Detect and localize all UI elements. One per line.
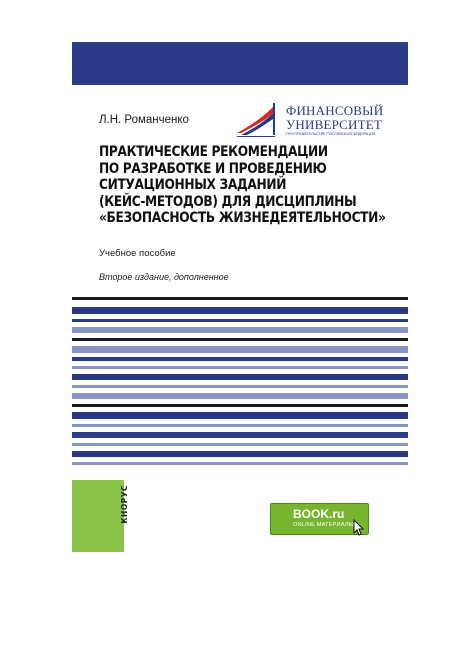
cursor-icon	[353, 519, 367, 537]
logo-line-3: ПРИ ПРАВИТЕЛЬСТВЕ РОССИЙСКОЙ ФЕДЕРАЦИИ	[286, 132, 376, 136]
book-cover	[72, 42, 408, 552]
flag-emblem-icon	[235, 101, 285, 141]
stripe	[72, 385, 408, 388]
stripe	[72, 357, 408, 361]
stripe	[72, 404, 408, 407]
stripe	[72, 443, 408, 446]
stripe	[72, 366, 408, 369]
stripe	[72, 462, 408, 465]
stripe	[72, 319, 408, 322]
stripe	[72, 432, 408, 438]
stripe	[72, 307, 408, 314]
book-subtitle: Учебное пособие	[99, 248, 176, 259]
author-name: Л.Н. Романченко	[99, 114, 189, 126]
logo-line-1: ФИНАНСОВЫЙ	[286, 103, 384, 118]
title-line: ПРАКТИЧЕСКИЕ РЕКОМЕНДАЦИИ	[99, 144, 328, 160]
publisher-name: КНОРУС	[120, 485, 129, 524]
title-line: «БЕЗОПАСНОСТЬ ЖИЗНЕДЕЯТЕЛЬНОСТИ»	[99, 210, 386, 227]
bookru-brand: BOOK.ru	[293, 507, 345, 521]
top-color-band	[72, 42, 408, 85]
stripe	[72, 424, 408, 427]
stripe	[72, 346, 408, 353]
stripe	[72, 451, 408, 457]
bookru-subtitle: ONLINE МАТЕРИАЛЫ	[293, 522, 354, 528]
title-line: (КЕЙС-МЕТОДОВ) ДЛЯ ДИСЦИПЛИНЫ	[99, 193, 357, 210]
university-logo	[235, 101, 407, 141]
stripe	[72, 374, 408, 380]
logo-line-2: УНИВЕРСИТЕТ	[286, 117, 383, 132]
title-line: ПО РАЗРАБОТКЕ И ПРОВЕДЕНИЮ	[99, 160, 327, 177]
title-line: СИТУАЦИОННЫХ ЗАДАНИЙ	[99, 177, 287, 194]
book-title	[99, 144, 386, 227]
stripe	[72, 393, 408, 399]
publisher-block	[72, 480, 124, 552]
stripe	[72, 327, 408, 333]
decorative-stripes	[72, 297, 408, 467]
stripe	[72, 412, 408, 419]
stripe	[72, 297, 408, 300]
edition-note: Второе издание, дополненное	[99, 272, 229, 282]
stripe	[72, 338, 408, 341]
